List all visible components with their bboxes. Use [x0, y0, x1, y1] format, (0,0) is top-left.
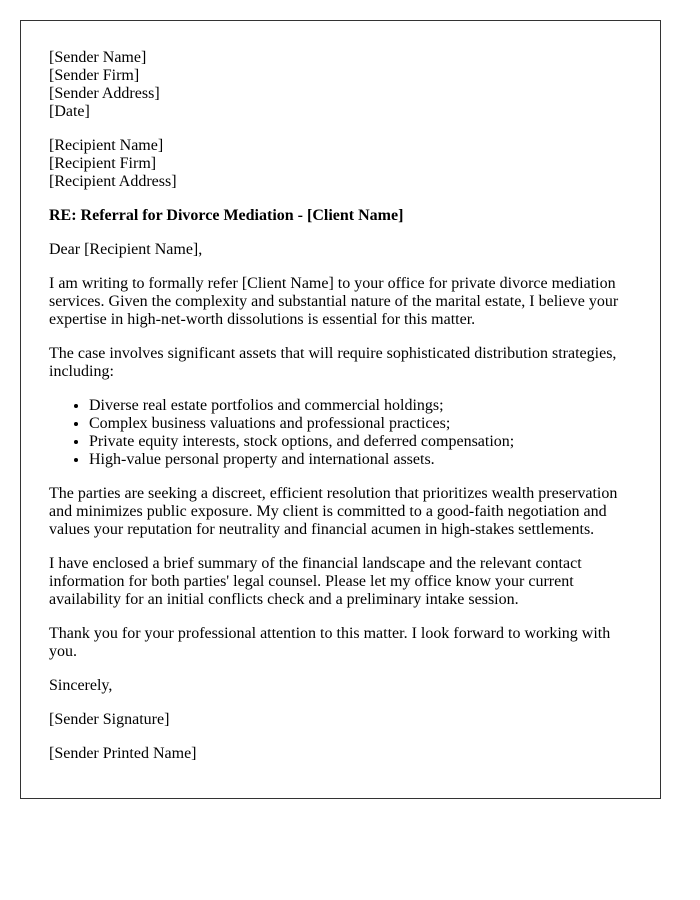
list-item: • Private equity interests, stock options, and deferred compensation; — [89, 433, 632, 451]
sender-signature: [Sender Signature] — [49, 711, 170, 728]
sender-printed-name: [Sender Printed Name] — [49, 745, 197, 762]
sender-address: [Sender Address] — [49, 85, 160, 102]
list-item: • Complex business valuations and professional practices; — [89, 415, 632, 433]
valediction: Sincerely, — [49, 677, 113, 694]
thanks-paragraph: Thank you for your professional attention to this matter. I look forward to working with you. — [49, 625, 611, 660]
sender-name: [Sender Name] — [49, 49, 147, 66]
enclosure-paragraph: I have enclosed a brief summary of the financial landscape and the relevant contact information for both parties' legal counsel. Please let my office know your current availability for an initial conflicts check and a preliminary intake session. — [49, 555, 582, 608]
sender-firm: [Sender Firm] — [49, 67, 140, 84]
letter-page — [20, 20, 661, 799]
intro-paragraph: I am writing to formally refer [Client Name] to your office for private divorce mediation services. Given the complexity and substantial nature of the marital estate, I believe your expertise in high-net-worth dissolutions is essential for this matter. — [49, 275, 619, 328]
list-item: • High-value personal property and international assets. — [89, 451, 632, 469]
recipient-firm: [Recipient Firm] — [49, 155, 157, 172]
recipient-name: [Recipient Name] — [49, 137, 164, 154]
salutation: Dear [Recipient Name], — [49, 241, 203, 258]
subject-line: RE: Referral for Divorce Mediation - [Client Name] — [49, 207, 404, 224]
assets-intro-paragraph: The case involves significant assets that will require sophisticated distribution strategies, including: — [49, 345, 617, 380]
assets-list — [49, 397, 632, 469]
list-item: • Diverse real estate portfolios and commercial holdings; — [89, 397, 632, 415]
recipient-block — [49, 137, 632, 191]
sender-block — [49, 49, 632, 121]
recipient-address: [Recipient Address] — [49, 173, 177, 190]
letter-date: [Date] — [49, 103, 90, 120]
resolution-paragraph: The parties are seeking a discreet, efficient resolution that prioritizes wealth preservation and minimizes public exposure. My client is committed to a good-faith negotiation and values your reputation for neutrality and financial acumen in high-stakes settlements. — [49, 485, 618, 538]
